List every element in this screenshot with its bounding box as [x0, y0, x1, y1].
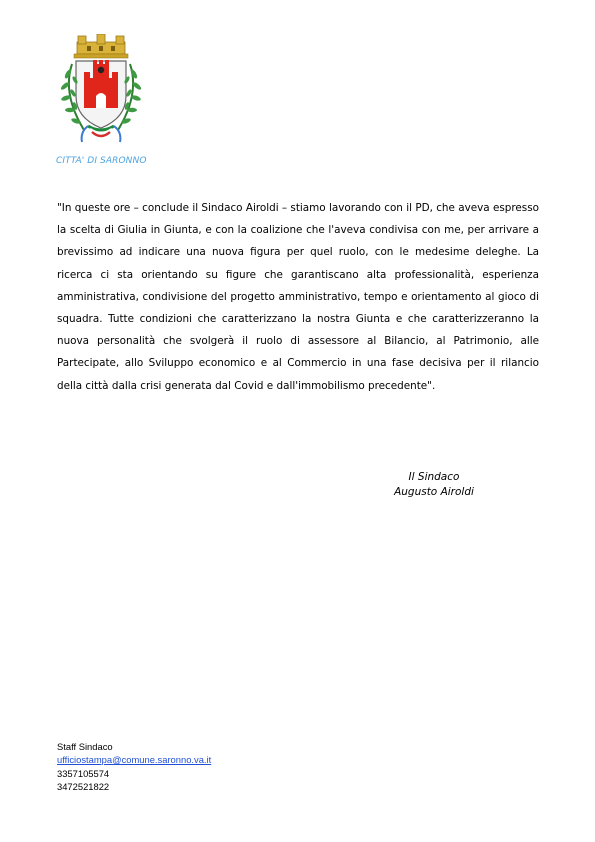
phone-number: 3357105574 [57, 767, 110, 779]
statement-paragraph: "In queste ore – conclude il Sindaco Airoldi – stiamo lavorando con il PD, che aveva espresso la scelta di Giulia in Giunta, e con la coalizione che l'aveva condivisa con me, per arrivare a brevissimo ad indicare una nuova figura per quel ruolo, con le medesime deleghe. La ricerca ci sta orientando su figure che garantiscano alta professionalità, esperienza amministrativa, condivisione del progetto amministrativo, tempo e orientamento al gioco di squadra. Tutte condizioni che caratterizzano la nostra Giunta e che caratterizzeranno la nuova personalità che svolgerà il ruolo di assessore al Bilancio, al Patrimonio, alle Partecipate, allo Sviluppo economico e al Commercio in una fase decisiva per il rilancio della città dalla crisi generata dal Covid e dall'immobilismo precedente". [57, 202, 539, 392]
signature-block [374, 470, 494, 500]
city-coat-of-arms-logo [54, 34, 148, 154]
press-email-link[interactable]: ufficiostampa@comune.saronno.va.it [57, 754, 212, 766]
signature-name: Augusto Airoldi [394, 486, 474, 498]
contact-footer [57, 740, 211, 794]
city-name: CITTA' DI SARONNO [56, 156, 147, 166]
phone-number: 3472521822 [57, 781, 110, 793]
staff-label: Staff Sindaco [57, 741, 113, 752]
signature-title: Il Sindaco [408, 471, 460, 483]
